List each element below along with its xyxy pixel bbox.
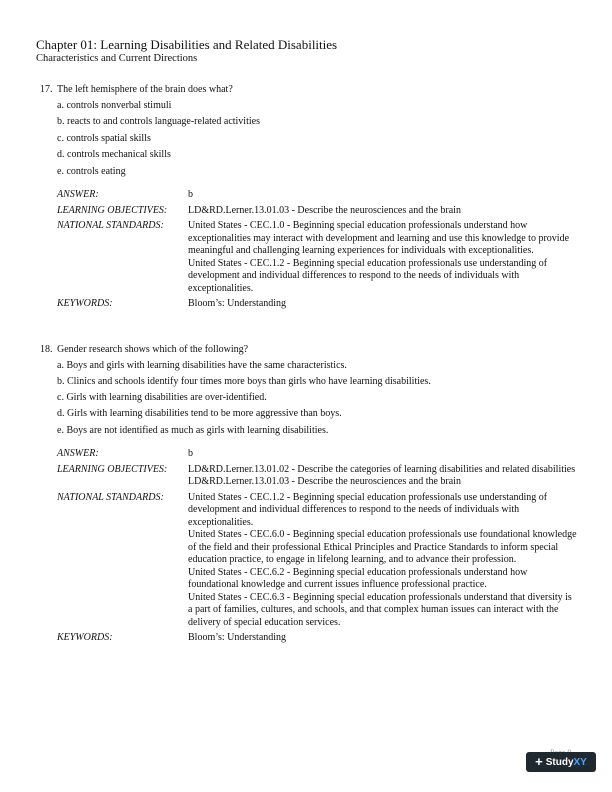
standard: United States - CEC.6.3 - Beginning special education professionals understand that diversity is a part of families, cultures, and schools, and that complex human issues can interact with the delivery of special education services. <box>188 591 572 628</box>
answer-label: ANSWER: <box>57 189 99 200</box>
option-b: b. reacts to and controls language-related activities <box>57 116 260 127</box>
question-text: The left hemisphere of the brain does what? <box>57 84 233 95</box>
badge-study-text: Study <box>545 756 574 768</box>
standard: United States - CEC.1.0 - Beginning special education professionals understand how exceptionalities may interact with development and learning and use this knowledge to provide meaningful and challenging learning experiences for individuals with exceptionalities. <box>188 220 570 256</box>
option-e: e. controls eating <box>57 166 126 177</box>
answer-label: ANSWER: <box>57 448 99 459</box>
question-17 <box>40 84 233 96</box>
question-number: 18. <box>40 344 53 355</box>
standards-row <box>57 492 577 630</box>
keywords-label: KEYWORDS: <box>57 632 113 643</box>
keywords-label: KEYWORDS: <box>57 298 113 309</box>
standard: United States - CEC.1.2 - Beginning special education professionals use understanding of development and individual differences to respond to the needs of individuals with exceptionalities. <box>188 491 548 528</box>
standard: United States - CEC.6.0 - Beginning special education professionals use foundational knowledge of the field and their professional Ethical Principles and Practice Standards to inform special education practice, to engage in lifelong learning, and to advance their profession. <box>188 529 577 565</box>
option-e: e. Boys are not identified as much as girls with learning disabilities. <box>57 425 329 436</box>
question-text: Gender research shows which of the following? <box>57 344 249 355</box>
chapter-subtitle: Characteristics and Current Directions <box>36 53 198 64</box>
question-number: 17. <box>40 84 53 95</box>
question-17-metadata <box>57 189 577 311</box>
keywords-row <box>57 632 577 645</box>
objectives-label: LEARNING OBJECTIVES: <box>57 463 168 475</box>
badge-xy-text: XY <box>573 756 587 768</box>
objective: LD&RD.Lerner.13.01.03 - Describe the neurosciences and the brain <box>188 476 461 487</box>
option-a: a. Boys and girls with learning disabilities have the same characteristics. <box>57 360 347 371</box>
answer-row <box>57 189 577 202</box>
option-d: d. Girls with learning disabilities tend to be more aggressive than boys. <box>57 408 342 419</box>
standard: United States - CEC.6.2 - Beginning special education professionals understand how foundational knowledge and current issues influence professional practice. <box>188 566 528 590</box>
chapter-title: Chapter 01: Learning Disabilities and Related Disabilities <box>36 37 338 52</box>
option-b: b. Clinics and schools identify four times more boys than girls who have learning disabilities. <box>57 376 431 387</box>
option-d: d. controls mechanical skills <box>57 149 171 160</box>
objectives-row <box>57 205 577 218</box>
standards-label: NATIONAL STANDARDS: <box>57 491 164 503</box>
question-18 <box>40 344 248 356</box>
objectives-row <box>57 464 577 489</box>
answer-value: b <box>188 189 193 200</box>
keywords-value: Bloom’s: Understanding <box>188 298 287 309</box>
plus-icon: + <box>535 754 543 769</box>
keywords-row <box>57 298 577 311</box>
answer-row <box>57 448 577 461</box>
studyxy-badge[interactable] <box>526 752 596 772</box>
option-a: a. controls nonverbal stimuli <box>57 100 172 111</box>
option-c: c. controls spatial skills <box>57 133 151 144</box>
option-c: c. Girls with learning disabilities are over-identified. <box>57 392 267 403</box>
question-18-metadata <box>57 448 577 645</box>
standards-row <box>57 220 577 295</box>
answer-value: b <box>188 448 193 459</box>
objective: LD&RD.Lerner.13.01.03 - Describe the neurosciences and the brain <box>188 204 461 216</box>
objective: LD&RD.Lerner.13.01.02 - Describe the categories of learning disabilities and related disabilities <box>188 463 576 475</box>
keywords-value: Bloom’s: Understanding <box>188 632 287 643</box>
standards-label: NATIONAL STANDARDS: <box>57 220 164 231</box>
objectives-label: LEARNING OBJECTIVES: <box>57 204 168 216</box>
standard: United States - CEC.1.2 - Beginning special education professionals use understanding of development and individual differences to respond to the needs of individuals with exceptionalities. <box>188 257 548 294</box>
